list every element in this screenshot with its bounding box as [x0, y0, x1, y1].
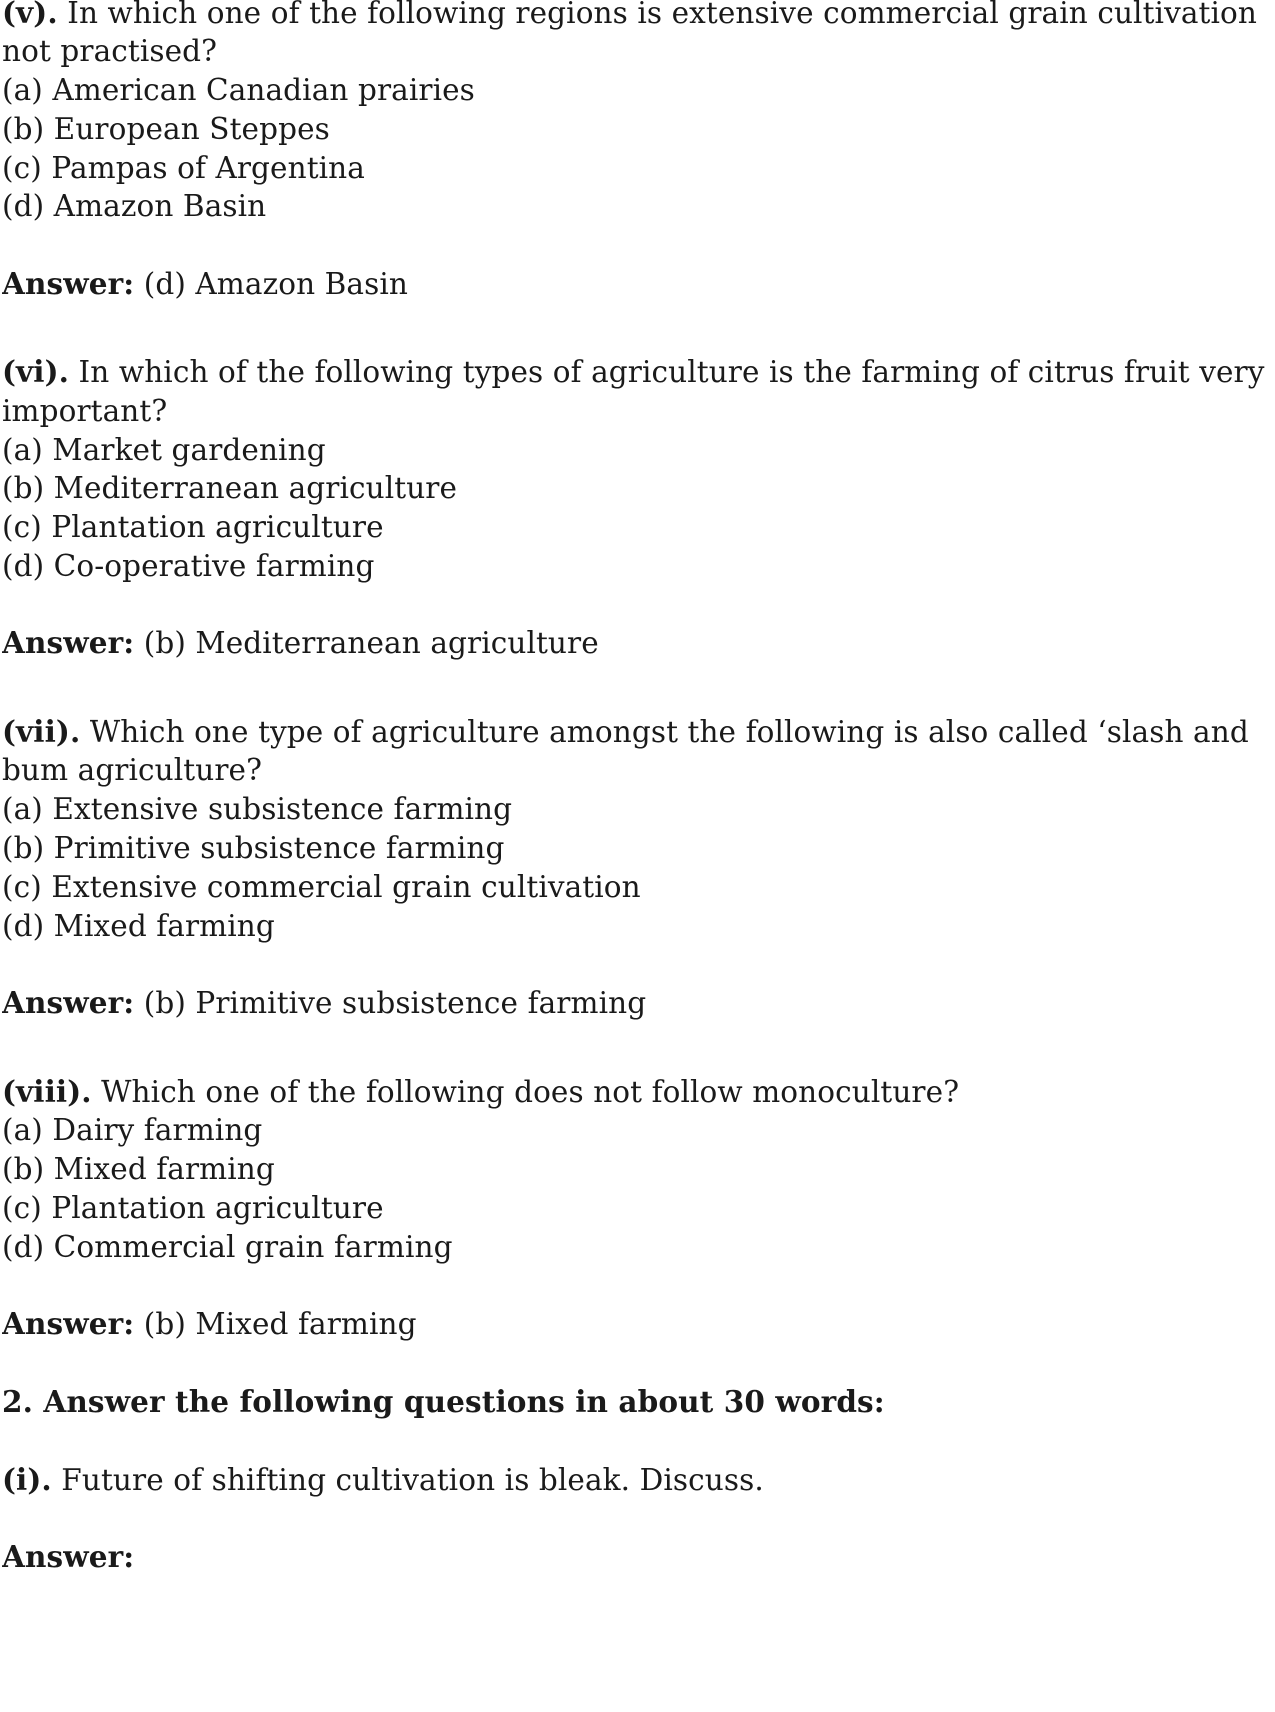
answer-vii: [2, 984, 646, 1022]
option-b: (b) European Steppes: [2, 112, 330, 146]
answer-label: Answer:: [2, 1306, 135, 1341]
question-label: (viii).: [2, 1074, 92, 1109]
question-label: (vii).: [2, 714, 81, 749]
question-label: (i).: [2, 1462, 52, 1497]
question-text: Which one type of agriculture amongst the following is also called ‘slash and: [80, 715, 1249, 749]
option-b: (b) Mixed farming: [2, 1152, 275, 1186]
answer-label: Answer:: [2, 266, 135, 301]
document-page: [2, 0, 1272, 1712]
option-c: (c) Plantation agriculture: [2, 510, 384, 544]
option-d: (d) Mixed farming: [2, 909, 275, 943]
answer-label: Answer:: [2, 625, 135, 660]
option-a: (a) Market gardening: [2, 433, 326, 467]
answer-text: (b) Mediterranean agriculture: [134, 626, 599, 660]
option-d: (d) Commercial grain farming: [2, 1230, 453, 1264]
section-2-question-i: [2, 1461, 764, 1499]
question-label: (vi).: [2, 354, 70, 389]
question-text: In which one of the following regions is extensive commercial grain cultivation: [57, 0, 1257, 30]
question-vi-line1: [2, 353, 1265, 391]
question-viii-line1: [2, 1073, 959, 1111]
option-b: (b) Primitive subsistence farming: [2, 831, 505, 865]
answer-v: [2, 265, 408, 303]
question-label: (v).: [2, 0, 58, 30]
option-b: (b) Mediterranean agriculture: [2, 471, 458, 505]
answer-vi: [2, 624, 599, 662]
question-text: Future of shifting cultivation is bleak. Discuss.: [51, 1463, 764, 1497]
question-text: In which of the following types of agriculture is the farming of citrus fruit very: [69, 355, 1265, 389]
option-d: (d) Co-operative farming: [2, 549, 375, 583]
question-vii-line1: [2, 713, 1249, 751]
option-c: (c) Extensive commercial grain cultivation: [2, 870, 641, 904]
option-c: (c) Plantation agriculture: [2, 1191, 384, 1225]
option-a: (a) Extensive subsistence farming: [2, 792, 513, 826]
option-d: (d) Amazon Basin: [2, 189, 267, 223]
option-a: (a) Dairy farming: [2, 1113, 263, 1147]
answer-viii: [2, 1305, 417, 1343]
question-v-line1: [2, 0, 1257, 32]
answer-text: (b) Mixed farming: [134, 1307, 417, 1341]
answer-label: Answer:: [2, 985, 135, 1020]
answer-text: (b) Primitive subsistence farming: [134, 986, 647, 1020]
question-vi-line2: important?: [2, 394, 168, 428]
question-v-line2: not practised?: [2, 34, 218, 68]
question-text: Which one of the following does not follow monoculture?: [91, 1075, 960, 1109]
option-c: (c) Pampas of Argentina: [2, 151, 365, 185]
section-2-title: 2. Answer the following questions in about 30 words:: [2, 1384, 885, 1419]
option-a: (a) American Canadian prairies: [2, 73, 475, 107]
answer-text: (d) Amazon Basin: [134, 267, 408, 301]
section-2-answer-label: Answer:: [2, 1539, 135, 1574]
question-vii-line2: bum agriculture?: [2, 753, 263, 787]
